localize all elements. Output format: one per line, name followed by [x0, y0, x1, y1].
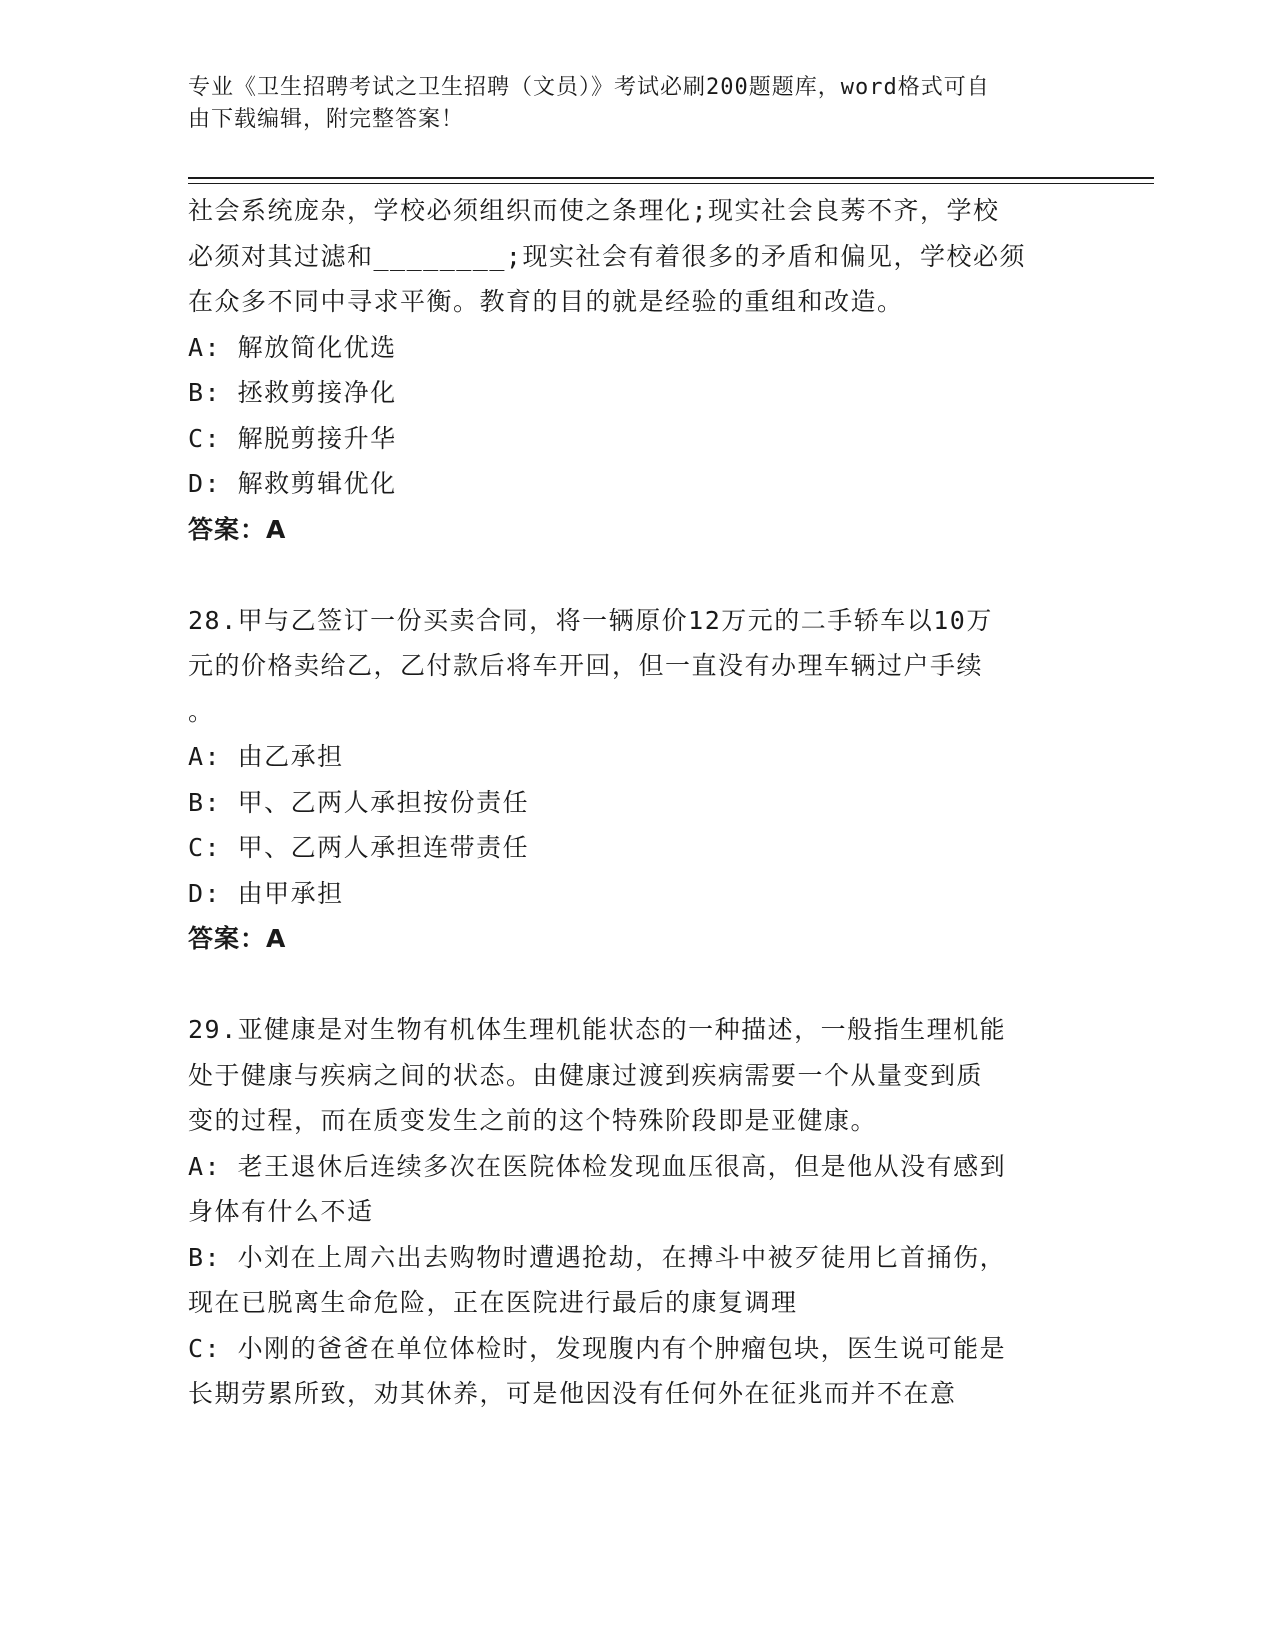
option-b: B: 甲、乙两人承担按份责任 — [188, 787, 530, 817]
option-c: C: 甲、乙两人承担连带责任 — [188, 833, 530, 862]
question-text-line: 在众多不同中寻求平衡。教育的目的就是经验的重组和改造。 — [188, 287, 904, 316]
header-line-1: 专业《卫生招聘考试之卫生招聘（文员）》考试必刷200题题库，word格式可自 — [188, 75, 990, 100]
question-28 — [188, 598, 1088, 962]
question-text-line: 处于健康与疾病之间的状态。由健康过渡到疾病需要一个从量变到质 — [188, 1060, 984, 1090]
option-b: B: 拯救剪接净化 — [188, 378, 397, 407]
question-spacer — [188, 962, 1088, 1008]
question-text-line: 。 — [188, 696, 215, 726]
option-c-continued: 长期劳累所致，劝其休养，可是他因没有任何外在征兆而并不在意 — [188, 1379, 957, 1408]
option-a: A: 由乙承担 — [188, 742, 344, 771]
answer-label: 答案：A — [188, 514, 287, 544]
option-c: C: 小刚的爸爸在单位体检时，发现腹内有个肿瘤包块，医生说可能是 — [188, 1333, 1007, 1363]
option-b: B: 小刘在上周六出去购物时遭遇抢劫，在搏斗中被歹徒用匕首捅伤， — [188, 1242, 1007, 1272]
question-text-line: 29.亚健康是对生物有机体生理机能状态的一种描述，一般指生理机能 — [188, 1015, 1007, 1044]
header-line-2: 由下载编辑，附完整答案！ — [188, 107, 465, 132]
option-d: D: 由甲承担 — [188, 878, 344, 908]
answer-label: 答案：A — [188, 924, 287, 953]
question-text-line: 变的过程，而在质变发生之前的这个特殊阶段即是亚健康。 — [188, 1106, 878, 1135]
header-rule-thin — [188, 183, 1154, 184]
option-a-continued: 身体有什么不适 — [188, 1197, 374, 1226]
question-29 — [188, 1007, 1088, 1417]
question-text-line: 必须对其过滤和________;现实社会有着很多的矛盾和偏见，学校必须 — [188, 241, 1026, 271]
option-a: A: 老王退休后连续多次在医院体检发现血压很高，但是他从没有感到 — [188, 1151, 1007, 1181]
header-rule-thick — [188, 177, 1154, 179]
document-header — [188, 72, 1088, 136]
option-c: C: 解脱剪接升华 — [188, 423, 397, 453]
question-body — [188, 188, 1088, 1417]
question-spacer — [188, 552, 1088, 598]
option-a: A: 解放简化优选 — [188, 332, 397, 362]
question-text-line: 社会系统庞杂，学校必须组织而使之条理化;现实社会良莠不齐，学校 — [188, 196, 1000, 225]
question-text-line: 元的价格卖给乙，乙付款后将车开回，但一直没有办理车辆过户手续 — [188, 651, 984, 680]
question-27 — [188, 188, 1088, 552]
question-text-line: 28.甲与乙签订一份买卖合同，将一辆原价12万元的二手轿车以10万 — [188, 605, 993, 635]
option-d: D: 解救剪辑优化 — [188, 469, 397, 498]
option-b-continued: 现在已脱离生命危险，正在医院进行最后的康复调理 — [188, 1288, 798, 1317]
